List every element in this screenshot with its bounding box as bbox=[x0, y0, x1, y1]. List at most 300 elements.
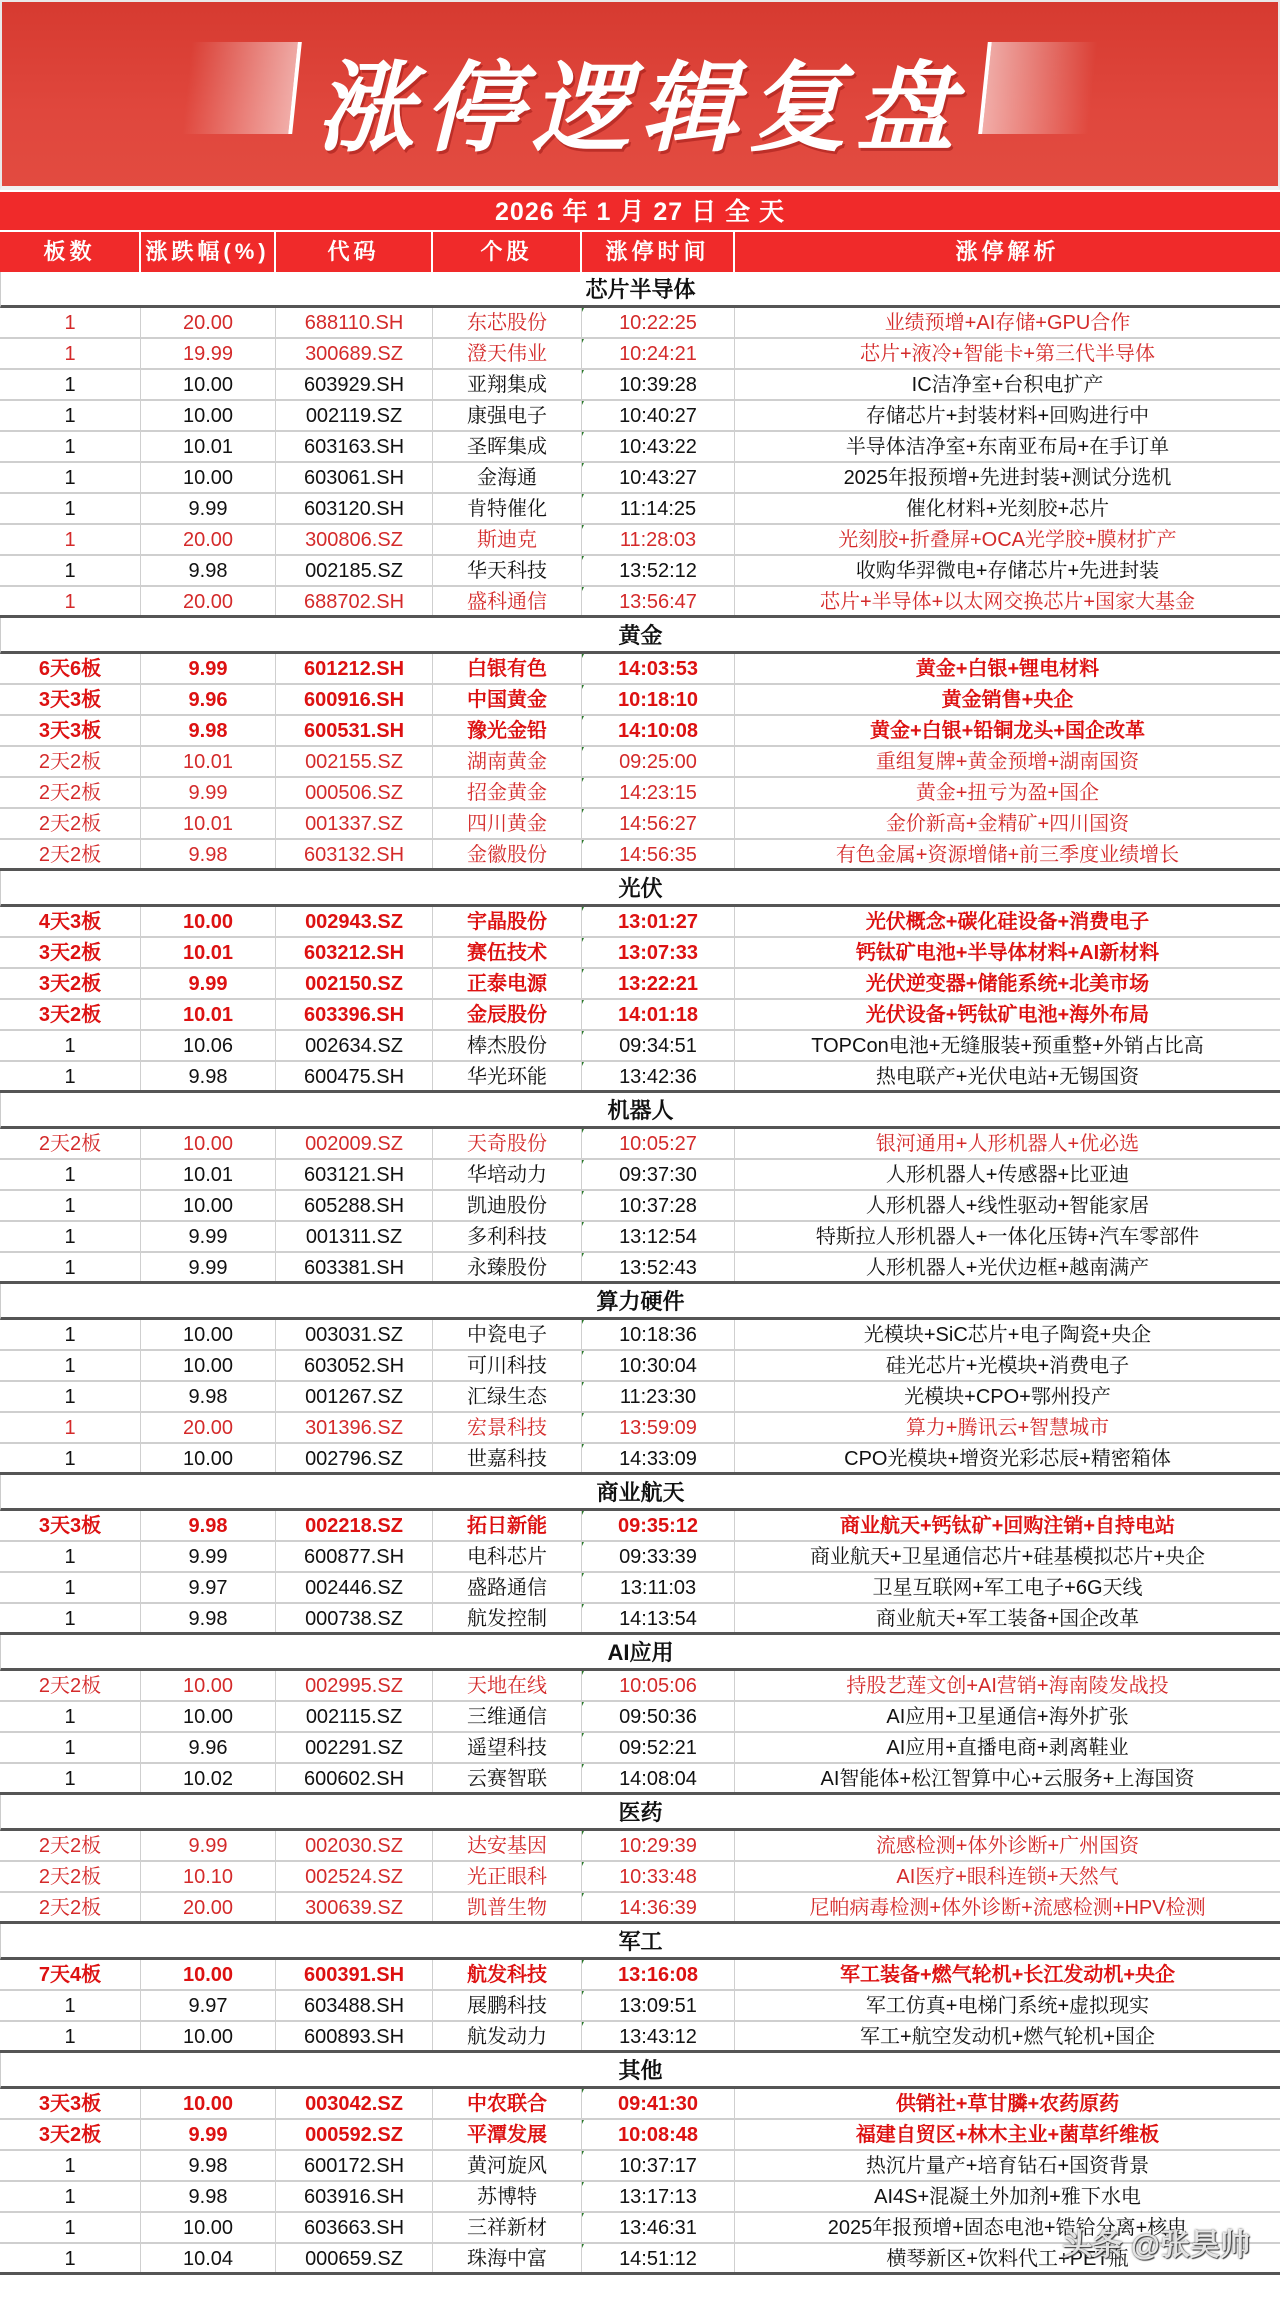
limit-time: 10:22:25 bbox=[582, 308, 735, 337]
limit-reason: CPO光模块+增资光彩芯辰+精密箱体 bbox=[844, 1448, 1171, 1470]
table-row bbox=[0, 1129, 1280, 1160]
board-count: 1 bbox=[0, 1573, 141, 1602]
stock-code: 002030.SZ bbox=[276, 1831, 433, 1860]
limit-reason: 黄金+扭亏为盈+国企 bbox=[915, 782, 1100, 804]
limit-time: 14:10:08 bbox=[582, 716, 735, 745]
stock-name: 遥望科技 bbox=[433, 1733, 582, 1762]
stock-name: 金海通 bbox=[433, 463, 582, 492]
stock-name: 电科芯片 bbox=[433, 1542, 582, 1571]
stock-code: 003042.SZ bbox=[276, 2089, 433, 2118]
stock-name: 航发科技 bbox=[433, 1960, 582, 1989]
change-pct: 10.00 bbox=[141, 1320, 276, 1349]
board-count: 1 bbox=[0, 1062, 141, 1090]
stock-code: 002150.SZ bbox=[276, 969, 433, 998]
board-count: 1 bbox=[0, 1382, 141, 1411]
board-count: 7天4板 bbox=[0, 1960, 141, 1989]
limit-reason: AI应用+卫星通信+海外扩张 bbox=[886, 1706, 1129, 1728]
limit-time: 13:46:31 bbox=[582, 2213, 735, 2242]
stock-code: 301396.SZ bbox=[276, 1413, 433, 1442]
change-pct: 9.97 bbox=[141, 1573, 276, 1602]
date-bar: 2026 年 1 月 27 日 全 天 bbox=[0, 190, 1280, 230]
stock-name: 华培动力 bbox=[433, 1160, 582, 1189]
limit-reason: 硅光芯片+光模块+消费电子 bbox=[885, 1355, 1130, 1377]
limit-time: 13:52:43 bbox=[582, 1253, 735, 1281]
change-pct: 10.00 bbox=[141, 370, 276, 399]
stock-name: 金徽股份 bbox=[433, 840, 582, 868]
limit-time: 09:34:51 bbox=[582, 1031, 735, 1060]
limit-time: 13:56:47 bbox=[582, 587, 735, 615]
table-row bbox=[0, 1320, 1280, 1351]
limit-reason: 2025年报预增+先进封装+测试分选机 bbox=[843, 467, 1172, 489]
limit-reason: 有色金属+资源增储+前三季度业绩增长 bbox=[835, 844, 1180, 866]
board-count: 1 bbox=[0, 587, 141, 615]
stock-name: 赛伍技术 bbox=[433, 938, 582, 967]
limit-reason: 光模块+CPO+鄂州投产 bbox=[904, 1386, 1111, 1408]
stock-code: 600391.SH bbox=[276, 1960, 433, 1989]
stock-code: 600893.SH bbox=[276, 2022, 433, 2050]
limit-time: 09:25:00 bbox=[582, 747, 735, 776]
change-pct: 9.99 bbox=[141, 778, 276, 807]
stock-name: 圣晖集成 bbox=[433, 432, 582, 461]
stock-code: 603052.SH bbox=[276, 1351, 433, 1380]
stock-code: 000659.SZ bbox=[276, 2244, 433, 2272]
change-pct: 9.96 bbox=[141, 685, 276, 714]
stock-code: 002943.SZ bbox=[276, 907, 433, 936]
limit-time: 10:18:36 bbox=[582, 1320, 735, 1349]
table-row bbox=[0, 1351, 1280, 1382]
limit-reason: 热沉片量产+培育钻石+国资背景 bbox=[865, 2155, 1150, 2177]
board-count: 1 bbox=[0, 463, 141, 492]
stock-name: 汇绿生态 bbox=[433, 1382, 582, 1411]
table-row bbox=[0, 2089, 1280, 2120]
board-count: 1 bbox=[0, 308, 141, 337]
change-pct: 10.01 bbox=[141, 747, 276, 776]
change-pct: 10.00 bbox=[141, 2022, 276, 2050]
stock-code: 002185.SZ bbox=[276, 556, 433, 585]
stock-code: 603120.SH bbox=[276, 494, 433, 523]
stock-name: 可川科技 bbox=[433, 1351, 582, 1380]
header-reason: 涨停解析 bbox=[955, 239, 1060, 264]
limit-reason: TOPCon电池+无缝服装+预重整+外销占比高 bbox=[811, 1035, 1204, 1057]
board-count: 2天2板 bbox=[0, 809, 141, 838]
change-pct: 9.99 bbox=[141, 654, 276, 683]
stock-name: 金辰股份 bbox=[433, 1000, 582, 1029]
limit-reason: 商业航天+钙钛矿+回购注销+自持电站 bbox=[839, 1515, 1176, 1537]
limit-reason: 福建自贸区+林木主业+菌草纤维板 bbox=[855, 2124, 1160, 2146]
limit-time: 13:59:09 bbox=[582, 1413, 735, 1442]
stock-code: 002446.SZ bbox=[276, 1573, 433, 1602]
header-change: 涨跌幅(%) bbox=[141, 232, 276, 272]
limit-reason: 业绩预增+AI存储+GPU合作 bbox=[884, 312, 1131, 334]
table-row bbox=[0, 1764, 1280, 1795]
stock-code: 603916.SH bbox=[276, 2182, 433, 2211]
table-row bbox=[0, 1062, 1280, 1093]
stock-name: 盛科通信 bbox=[433, 587, 582, 615]
stock-code: 688702.SH bbox=[276, 587, 433, 615]
limit-time: 09:50:36 bbox=[582, 1702, 735, 1731]
change-pct: 10.00 bbox=[141, 1702, 276, 1731]
stock-code: 600475.SH bbox=[276, 1062, 433, 1090]
stock-code: 600172.SH bbox=[276, 2151, 433, 2180]
stock-code: 002995.SZ bbox=[276, 1671, 433, 1700]
stock-code: 001311.SZ bbox=[276, 1222, 433, 1251]
board-count: 3天3板 bbox=[0, 1511, 141, 1540]
limit-reason: 军工装备+燃气轮机+长江发动机+央企 bbox=[839, 1964, 1176, 1986]
table-row bbox=[0, 2022, 1280, 2053]
stock-name: 亚翔集成 bbox=[433, 370, 582, 399]
table-row bbox=[0, 938, 1280, 969]
change-pct: 20.00 bbox=[141, 1893, 276, 1921]
limit-time: 14:08:04 bbox=[582, 1764, 735, 1792]
stock-name: 东芯股份 bbox=[433, 308, 582, 337]
limit-time: 13:17:13 bbox=[582, 2182, 735, 2211]
stock-code: 603488.SH bbox=[276, 1991, 433, 2020]
board-count: 1 bbox=[0, 1253, 141, 1281]
limit-reason: 光模块+SiC芯片+电子陶瓷+央企 bbox=[863, 1324, 1152, 1346]
change-pct: 19.99 bbox=[141, 339, 276, 368]
stock-code: 603212.SH bbox=[276, 938, 433, 967]
board-count: 1 bbox=[0, 1444, 141, 1472]
table-row bbox=[0, 778, 1280, 809]
table-row bbox=[0, 525, 1280, 556]
board-count: 1 bbox=[0, 2182, 141, 2211]
board-count: 1 bbox=[0, 1413, 141, 1442]
stock-name: 湖南黄金 bbox=[433, 747, 582, 776]
board-count: 1 bbox=[0, 525, 141, 554]
table-row bbox=[0, 716, 1280, 747]
table-row bbox=[0, 1960, 1280, 1991]
board-count: 1 bbox=[0, 1733, 141, 1762]
change-pct: 9.99 bbox=[141, 1542, 276, 1571]
limit-time: 13:01:27 bbox=[582, 907, 735, 936]
board-count: 1 bbox=[0, 1542, 141, 1571]
limit-time: 13:43:12 bbox=[582, 2022, 735, 2050]
table-row bbox=[0, 1573, 1280, 1604]
limit-reason: 算力+腾讯云+智慧城市 bbox=[905, 1417, 1110, 1439]
board-count: 1 bbox=[0, 556, 141, 585]
stock-name: 招金黄金 bbox=[433, 778, 582, 807]
change-pct: 10.04 bbox=[141, 2244, 276, 2272]
stock-name: 永臻股份 bbox=[433, 1253, 582, 1281]
limit-reason: 金价新高+金精矿+四川国资 bbox=[885, 813, 1130, 835]
limit-time: 13:16:08 bbox=[582, 1960, 735, 1989]
board-count: 1 bbox=[0, 1320, 141, 1349]
stock-code: 603163.SH bbox=[276, 432, 433, 461]
table-row bbox=[0, 2120, 1280, 2151]
table-row bbox=[0, 339, 1280, 370]
stock-code: 300639.SZ bbox=[276, 1893, 433, 1921]
stock-name: 中瓷电子 bbox=[433, 1320, 582, 1349]
stock-name: 拓日新能 bbox=[433, 1511, 582, 1540]
table-row bbox=[0, 1413, 1280, 1444]
board-count: 2天2板 bbox=[0, 1862, 141, 1891]
table-row bbox=[0, 1253, 1280, 1284]
board-count: 1 bbox=[0, 1031, 141, 1060]
page-title: 涨停逻辑复盘 bbox=[315, 53, 964, 163]
limit-reason: 催化材料+光刻胶+芯片 bbox=[905, 498, 1110, 520]
limit-time: 10:43:27 bbox=[582, 463, 735, 492]
change-pct: 20.00 bbox=[141, 308, 276, 337]
limit-reason: 特斯拉人形机器人+一体化压铸+汽车零部件 bbox=[815, 1226, 1200, 1248]
change-pct: 9.98 bbox=[141, 1382, 276, 1411]
header-board: 板数 bbox=[0, 232, 141, 272]
table-row bbox=[0, 747, 1280, 778]
table-row bbox=[0, 654, 1280, 685]
stock-code: 003031.SZ bbox=[276, 1320, 433, 1349]
board-count: 3天2板 bbox=[0, 1000, 141, 1029]
limit-reason: 芯片+半导体+以太网交换芯片+国家大基金 bbox=[819, 591, 1196, 613]
stock-name: 航发动力 bbox=[433, 2022, 582, 2050]
stock-name: 平潭发展 bbox=[433, 2120, 582, 2149]
stock-code: 000592.SZ bbox=[276, 2120, 433, 2149]
stock-code: 600916.SH bbox=[276, 685, 433, 714]
limit-time: 09:41:30 bbox=[582, 2089, 735, 2118]
change-pct: 10.00 bbox=[141, 1960, 276, 1989]
stock-code: 002155.SZ bbox=[276, 747, 433, 776]
stock-name: 澄天伟业 bbox=[433, 339, 582, 368]
change-pct: 10.00 bbox=[141, 1129, 276, 1158]
board-count: 1 bbox=[0, 1764, 141, 1792]
limit-reason: 流感检测+体外诊断+广州国资 bbox=[875, 1835, 1140, 1857]
stock-name: 正泰电源 bbox=[433, 969, 582, 998]
limit-reason: 黄金+白银+铅铜龙头+国企改革 bbox=[869, 720, 1146, 742]
limit-reason: 半导体洁净室+东南亚布局+在手订单 bbox=[845, 436, 1170, 458]
board-count: 2天2板 bbox=[0, 1831, 141, 1860]
stock-name: 世嘉科技 bbox=[433, 1444, 582, 1472]
stock-name: 展鹏科技 bbox=[433, 1991, 582, 2020]
limit-reason: 存储芯片+封装材料+回购进行中 bbox=[865, 405, 1150, 427]
limit-reason: IC洁净室+台积电扩产 bbox=[911, 374, 1104, 396]
limit-time: 14:13:54 bbox=[582, 1604, 735, 1632]
board-count: 1 bbox=[0, 494, 141, 523]
limit-reason: 黄金+白银+锂电材料 bbox=[915, 658, 1100, 680]
change-pct: 9.99 bbox=[141, 1831, 276, 1860]
board-count: 1 bbox=[0, 2151, 141, 2180]
limit-reason: 商业航天+军工装备+国企改革 bbox=[875, 1608, 1140, 1630]
stock-code: 000506.SZ bbox=[276, 778, 433, 807]
board-count: 2天2板 bbox=[0, 747, 141, 776]
change-pct: 10.01 bbox=[141, 432, 276, 461]
limit-time: 10:05:06 bbox=[582, 1671, 735, 1700]
stock-name: 白银有色 bbox=[433, 654, 582, 683]
board-count: 2天2板 bbox=[0, 1893, 141, 1921]
stock-code: 002009.SZ bbox=[276, 1129, 433, 1158]
limit-time: 11:23:30 bbox=[582, 1382, 735, 1411]
limit-reason: AI应用+直播电商+剥离鞋业 bbox=[886, 1737, 1129, 1759]
stock-code: 002115.SZ bbox=[276, 1702, 433, 1731]
table-row bbox=[0, 840, 1280, 871]
table-row bbox=[0, 1604, 1280, 1635]
stock-name: 肯特催化 bbox=[433, 494, 582, 523]
change-pct: 9.97 bbox=[141, 1991, 276, 2020]
table-row bbox=[0, 308, 1280, 339]
change-pct: 10.00 bbox=[141, 463, 276, 492]
change-pct: 9.99 bbox=[141, 1253, 276, 1281]
limit-time: 09:35:12 bbox=[582, 1511, 735, 1540]
table-row bbox=[0, 2151, 1280, 2182]
stock-code: 603381.SH bbox=[276, 1253, 433, 1281]
limit-reason: 光伏概念+碳化硅设备+消费电子 bbox=[865, 911, 1150, 933]
stock-name: 中农联合 bbox=[433, 2089, 582, 2118]
table-row bbox=[0, 1160, 1280, 1191]
table-row bbox=[0, 401, 1280, 432]
stock-code: 605288.SH bbox=[276, 1191, 433, 1220]
limit-time: 13:52:12 bbox=[582, 556, 735, 585]
limit-time: 10:08:48 bbox=[582, 2120, 735, 2149]
limit-time: 14:23:15 bbox=[582, 778, 735, 807]
stock-name: 三祥新材 bbox=[433, 2213, 582, 2242]
limit-reason: 卫星互联网+军工电子+6G天线 bbox=[872, 1577, 1143, 1599]
limit-reason: 银河通用+人形机器人+优必选 bbox=[875, 1133, 1140, 1155]
stock-name: 宇晶股份 bbox=[433, 907, 582, 936]
board-count: 3天2板 bbox=[0, 938, 141, 967]
board-count: 2天2板 bbox=[0, 1129, 141, 1158]
table-row bbox=[0, 1542, 1280, 1573]
stock-name: 斯迪克 bbox=[433, 525, 582, 554]
board-count: 4天3板 bbox=[0, 907, 141, 936]
stock-code: 603663.SH bbox=[276, 2213, 433, 2242]
stock-name: 华天科技 bbox=[433, 556, 582, 585]
stock-code: 000738.SZ bbox=[276, 1604, 433, 1632]
limit-reason: 横琴新区+饮料代工+PET瓶 bbox=[886, 2248, 1129, 2270]
header-code: 代码 bbox=[276, 232, 433, 272]
limit-reason: 热电联产+光伏电站+无锡国资 bbox=[875, 1066, 1140, 1088]
limit-reason: 收购华羿微电+存储芯片+先进封装 bbox=[855, 560, 1160, 582]
stock-code: 002524.SZ bbox=[276, 1862, 433, 1891]
section-title: 机器人 bbox=[0, 1093, 1280, 1129]
limit-time: 10:05:27 bbox=[582, 1129, 735, 1158]
board-count: 1 bbox=[0, 1604, 141, 1632]
stock-name: 多利科技 bbox=[433, 1222, 582, 1251]
change-pct: 10.10 bbox=[141, 1862, 276, 1891]
title-banner bbox=[0, 0, 1280, 190]
board-count: 3天3板 bbox=[0, 685, 141, 714]
stock-code: 603132.SH bbox=[276, 840, 433, 868]
board-count: 1 bbox=[0, 1222, 141, 1251]
table-row bbox=[0, 1831, 1280, 1862]
stock-code: 603061.SH bbox=[276, 463, 433, 492]
stock-name: 黄河旋风 bbox=[433, 2151, 582, 2180]
limit-time: 09:33:39 bbox=[582, 1542, 735, 1571]
table-row bbox=[0, 1191, 1280, 1222]
table-row bbox=[0, 1382, 1280, 1413]
board-count: 1 bbox=[0, 2213, 141, 2242]
change-pct: 10.01 bbox=[141, 1000, 276, 1029]
table-row bbox=[0, 1444, 1280, 1475]
watermark: 头条 @张昊帅 bbox=[1062, 2229, 1250, 2262]
limit-time: 11:28:03 bbox=[582, 525, 735, 554]
limit-time: 14:01:18 bbox=[582, 1000, 735, 1029]
limit-reason: 军工+航空发动机+燃气轮机+国企 bbox=[859, 2026, 1156, 2048]
stock-name: 中国黄金 bbox=[433, 685, 582, 714]
stock-code: 002291.SZ bbox=[276, 1733, 433, 1762]
limit-time: 10:18:10 bbox=[582, 685, 735, 714]
change-pct: 10.01 bbox=[141, 938, 276, 967]
change-pct: 9.98 bbox=[141, 2151, 276, 2180]
change-pct: 9.96 bbox=[141, 1733, 276, 1762]
section-title: 光伏 bbox=[0, 871, 1280, 907]
table-row bbox=[0, 1893, 1280, 1924]
limit-reason: AI医疗+眼科连锁+天然气 bbox=[896, 1866, 1119, 1888]
stock-name: 盛路通信 bbox=[433, 1573, 582, 1602]
section-title: 黄金 bbox=[0, 618, 1280, 654]
table-row bbox=[0, 1000, 1280, 1031]
change-pct: 9.98 bbox=[141, 1511, 276, 1540]
change-pct: 10.00 bbox=[141, 1444, 276, 1472]
limit-time: 11:14:25 bbox=[582, 494, 735, 523]
stock-name: 三维通信 bbox=[433, 1702, 582, 1731]
change-pct: 10.00 bbox=[141, 401, 276, 430]
limit-reason: 尼帕病毒检测+体外诊断+流感检测+HPV检测 bbox=[809, 1897, 1206, 1919]
table-header bbox=[0, 230, 1280, 272]
stock-name: 达安基因 bbox=[433, 1831, 582, 1860]
stock-name: 四川黄金 bbox=[433, 809, 582, 838]
change-pct: 9.98 bbox=[141, 1062, 276, 1090]
stock-name: 华光环能 bbox=[433, 1062, 582, 1090]
stock-code: 002796.SZ bbox=[276, 1444, 433, 1472]
section-title: 医药 bbox=[0, 1795, 1280, 1831]
stock-code: 002218.SZ bbox=[276, 1511, 433, 1540]
change-pct: 9.98 bbox=[141, 1604, 276, 1632]
limit-time: 13:07:33 bbox=[582, 938, 735, 967]
limit-time: 13:11:03 bbox=[582, 1573, 735, 1602]
limit-reason: 光伏设备+钙钛矿电池+海外布局 bbox=[865, 1004, 1150, 1026]
stock-code: 002119.SZ bbox=[276, 401, 433, 430]
board-count: 1 bbox=[0, 2244, 141, 2272]
stock-code: 300689.SZ bbox=[276, 339, 433, 368]
table-body bbox=[0, 272, 1280, 2275]
board-count: 6天6板 bbox=[0, 654, 141, 683]
limit-time: 13:12:54 bbox=[582, 1222, 735, 1251]
board-count: 3天3板 bbox=[0, 2089, 141, 2118]
limit-reason: 商业航天+卫星通信芯片+硅基模拟芯片+央企 bbox=[809, 1546, 1206, 1568]
limit-time: 10:24:21 bbox=[582, 339, 735, 368]
limit-reason: AI4S+混凝土外加剂+雅下水电 bbox=[874, 2186, 1141, 2208]
stock-code: 002634.SZ bbox=[276, 1031, 433, 1060]
board-count: 2天2板 bbox=[0, 1671, 141, 1700]
change-pct: 10.00 bbox=[141, 1351, 276, 1380]
section-title: 其他 bbox=[0, 2053, 1280, 2089]
limit-reason: 光伏逆变器+储能系统+北美市场 bbox=[865, 973, 1150, 995]
table-row bbox=[0, 1862, 1280, 1893]
limit-reason: 持股艺莲文创+AI营销+海南陵发战投 bbox=[846, 1675, 1169, 1697]
change-pct: 10.02 bbox=[141, 1764, 276, 1792]
table-row bbox=[0, 1031, 1280, 1062]
limit-time: 14:33:09 bbox=[582, 1444, 735, 1472]
limit-time: 09:37:30 bbox=[582, 1160, 735, 1189]
limit-reason: 钙钛矿电池+半导体材料+AI新材料 bbox=[855, 942, 1160, 964]
board-count: 2天2板 bbox=[0, 778, 141, 807]
change-pct: 20.00 bbox=[141, 1413, 276, 1442]
limit-time: 13:09:51 bbox=[582, 1991, 735, 2020]
change-pct: 10.00 bbox=[141, 907, 276, 936]
change-pct: 10.01 bbox=[141, 1160, 276, 1189]
header-time: 涨停时间 bbox=[582, 232, 735, 272]
stock-code: 001337.SZ bbox=[276, 809, 433, 838]
stock-code: 600602.SH bbox=[276, 1764, 433, 1792]
limit-reason: 人形机器人+线性驱动+智能家居 bbox=[865, 1195, 1150, 1217]
stock-name: 棒杰股份 bbox=[433, 1031, 582, 1060]
limit-time: 10:30:04 bbox=[582, 1351, 735, 1380]
change-pct: 9.98 bbox=[141, 556, 276, 585]
stock-code: 001267.SZ bbox=[276, 1382, 433, 1411]
table-row bbox=[0, 1511, 1280, 1542]
table-row bbox=[0, 432, 1280, 463]
header-stock: 个股 bbox=[433, 232, 582, 272]
limit-reason: 供销社+草甘膦+农药原药 bbox=[895, 2093, 1120, 2115]
board-count: 3天3板 bbox=[0, 716, 141, 745]
stock-name: 天奇股份 bbox=[433, 1129, 582, 1158]
